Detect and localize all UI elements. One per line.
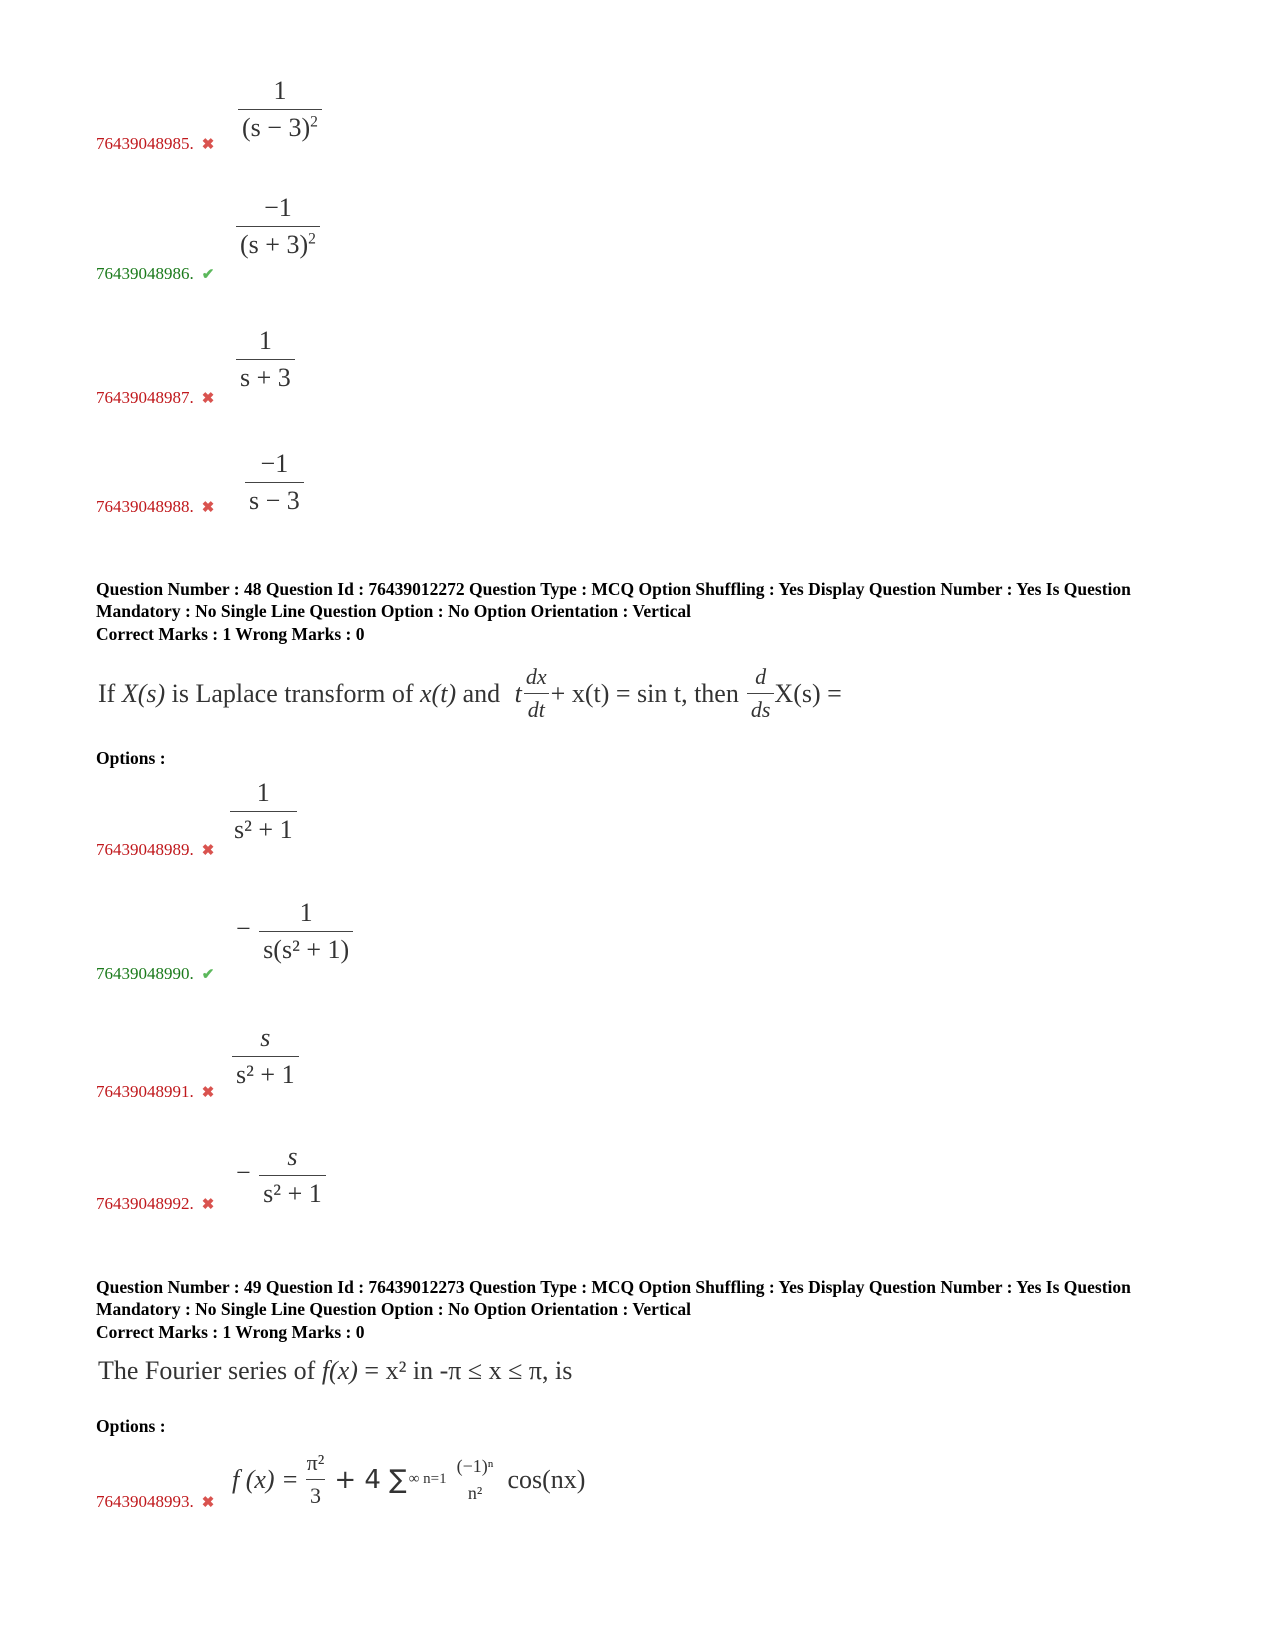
question-text [98, 664, 842, 723]
fraction-numerator: 1 [273, 76, 287, 105]
option-math-76439048993 [232, 1450, 585, 1509]
option-math-76439048985 [238, 76, 322, 143]
text-segment: t [514, 678, 522, 708]
text-segment: X(s) = [774, 678, 842, 708]
text-segment: + x(t) = sin t, then [550, 678, 739, 708]
fraction-numerator: 1 [258, 326, 272, 355]
fraction-numerator: −1 [260, 449, 289, 478]
text-segment: x(t) [420, 678, 457, 708]
option-id: 76439048993. [96, 1492, 194, 1511]
text-segment: X(s) [121, 678, 166, 708]
option-row[interactable] [96, 1492, 214, 1512]
sign: − [236, 914, 251, 944]
cosine-term: cos(nx) [507, 1464, 586, 1494]
question-text [98, 1356, 572, 1386]
cross-icon: ✖ [201, 1084, 215, 1101]
check-icon: ✔ [201, 266, 215, 283]
fraction-denominator: ds [747, 693, 775, 723]
question-marks: Correct Marks : 1 Wrong Marks : 0 [96, 624, 365, 644]
option-math-76439048988 [245, 449, 304, 516]
option-row[interactable] [96, 1082, 214, 1102]
option-row[interactable] [96, 964, 214, 984]
cross-icon: ✖ [201, 136, 215, 153]
text-segment: f(x) [321, 1356, 358, 1385]
option-id: 76439048990. [96, 964, 194, 983]
fraction-denominator: dt [524, 693, 549, 723]
option-math-76439048989 [230, 778, 297, 845]
option-math-76439048987 [236, 326, 295, 393]
fraction-denominator: 3 [306, 1479, 325, 1509]
check-icon: ✔ [201, 966, 215, 983]
option-row[interactable] [96, 134, 214, 154]
exponent: 2 [308, 230, 316, 248]
question-header: Question Number : 49 Question Id : 76439012273 Question Type : MCQ Option Shuffling : Yes Display Question Number : Yes Is Question Mandatory : No Single Line Question Option : No Option Orientation : Vertical [96, 1277, 1131, 1319]
fraction-denominator: n² [467, 1482, 483, 1503]
summation-symbol: + 4 ∑ [334, 1464, 407, 1495]
cross-icon: ✖ [201, 1196, 215, 1213]
text-segment: is Laplace transform of [165, 678, 421, 708]
sign: − [236, 1158, 251, 1188]
cross-icon: ✖ [201, 499, 215, 516]
question-header: Question Number : 48 Question Id : 76439012272 Question Type : MCQ Option Shuffling : Yes Display Question Number : Yes Is Question Mandatory : No Single Line Question Option : No Option Orientation : Vertical [96, 579, 1131, 621]
fraction-denominator: s² + 1 [230, 811, 297, 845]
fraction-numerator: 1 [299, 898, 313, 927]
fraction-numerator: d [755, 664, 767, 689]
summation-limits: ∞ n=1 [408, 1471, 447, 1487]
option-id: 76439048991. [96, 1082, 194, 1101]
option-math-76439048992 [236, 1142, 326, 1209]
option-row[interactable] [96, 840, 214, 860]
option-math-76439048986 [236, 193, 320, 260]
options-label: Options : [96, 748, 166, 768]
fraction-numerator: dx [525, 664, 547, 689]
option-row[interactable] [96, 497, 214, 517]
fraction-denominator: (s − 3) [242, 113, 311, 142]
fraction-denominator: s − 3 [245, 482, 304, 516]
fraction-numerator: π² [306, 1450, 325, 1475]
exponent: 2 [310, 113, 318, 131]
option-math-76439048991 [232, 1023, 299, 1090]
fraction-denominator: s² + 1 [232, 1056, 299, 1090]
fraction-numerator: s [287, 1142, 298, 1171]
text-segment: and [456, 678, 507, 708]
option-math-76439048990 [236, 898, 353, 965]
option-id: 76439048987. [96, 388, 194, 407]
option-row[interactable] [96, 1194, 214, 1214]
text-segment: If [98, 678, 122, 708]
question-marks: Correct Marks : 1 Wrong Marks : 0 [96, 1322, 365, 1342]
option-id: 76439048992. [96, 1194, 194, 1213]
cross-icon: ✖ [201, 1494, 215, 1511]
fraction-denominator: s + 3 [236, 359, 295, 393]
text-segment: The Fourier series of [98, 1356, 322, 1385]
options-label: Options : [96, 1416, 166, 1436]
text-segment: = x² in -π ≤ x ≤ π, is [357, 1356, 573, 1385]
fraction-numerator: (−1)ⁿ [456, 1455, 494, 1476]
option-row[interactable] [96, 264, 214, 284]
fraction-numerator: −1 [264, 193, 292, 222]
cross-icon: ✖ [201, 390, 215, 407]
fraction-denominator: s(s² + 1) [259, 931, 353, 965]
fraction-denominator: (s + 3) [240, 230, 309, 259]
equation-lhs: f (x) = [232, 1464, 299, 1494]
option-id: 76439048989. [96, 840, 194, 859]
cross-icon: ✖ [201, 842, 215, 859]
fraction-numerator: 1 [256, 778, 270, 807]
option-id: 76439048986. [96, 264, 194, 283]
option-id: 76439048985. [96, 134, 194, 153]
fraction-numerator: s [260, 1023, 271, 1052]
option-id: 76439048988. [96, 497, 194, 516]
fraction-denominator: s² + 1 [259, 1175, 326, 1209]
option-row[interactable] [96, 388, 214, 408]
